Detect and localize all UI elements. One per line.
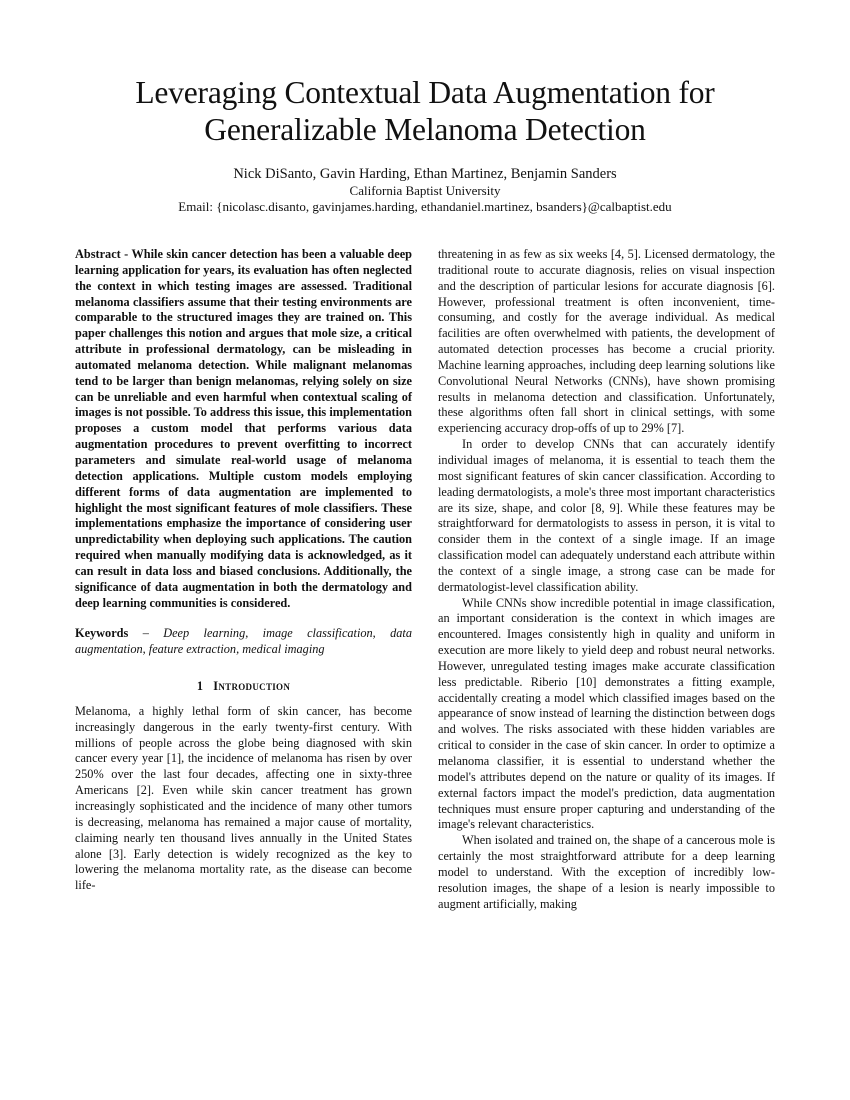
intro-paragraph-4: When isolated and trained on, the shape of a cancerous mole is certainly the most straightforward attribute for a deep learning model to understand. With the exception of incredibly low-resolution images, the shape of a lesion is nearly impossible to augment artificially, making xyxy=(438,833,775,911)
author-list: Nick DiSanto, Gavin Harding, Ethan Martinez, Benjamin Sanders xyxy=(233,166,617,182)
intro-paragraph-1-left: Melanoma, a highly lethal form of skin cancer, has become increasingly dangerous in the early twenty-first century. With millions of people across the globe being diagnosed with skin cancer every year [1], the incidence of melanoma has risen by over 250% over the last four decades, affecting one in sixty-three Americans [2]. Even while skin cancer treatment has grown increasingly sophisticated and the incidence of many other tumors is decreasing, melanoma has remained a major cause of mortality, claiming nearly ten thousand lives annually in the United States alone [3]. Early detection is widely recognized as the key to lowering the melanoma mortality rate, as the disease can become life- xyxy=(75,703,412,893)
keywords: Keywords – Deep learning, image classification, data augmentation, feature extraction, medical imaging xyxy=(75,626,412,657)
keywords-label: Keywords xyxy=(75,626,129,641)
abstract xyxy=(75,247,412,611)
paper-title xyxy=(60,74,790,148)
abstract-text: While skin cancer detection has been a valuable deep learning application for years, its evaluation has often neglected the context in which testing images are assessed. Traditional melanoma classifiers assume that their testing environments are comparable to the structured images they are trained on. This paper challenges this notion and argues that mole size, a critical attribute in professional dermatology, can be misleading in automated melanoma detection. While malignant melanomas tend to be larger than benign melanomas, relying solely on size can be unreliable and even harmful when contextual scaling of images is not possible. To address this issue, this implementation proposes a custom model that performs various data augmentation procedures to prevent overfitting to incorrect parameters and simulate real-world usage of melanoma detection applications. Multiple custom models employing different forms of data augmentation are implemented to highlight the most significant features of mole classifiers. These implementations emphasize the importance of considering user unpredictability when deploying such applications. The caution required when manually modifying data is acknowledged, as it can result in data loss and biased conclusions. Additionally, the significance of data augmentation in both the dermatology and deep learning communities is considered. xyxy=(75,247,413,610)
section-title: Introduction xyxy=(213,679,291,694)
section-heading-introduction xyxy=(75,679,412,695)
intro-paragraph-2: In order to develop CNNs that can accurately identify individual images of melanoma, it is essential to teach them the most significant features of skin cancer classification. According to leading dermatologists, a mole's three most important characteristics are its size, shape, and color [8, 9]. While these features may be straightforward for dermatologists to assess in person, it is vital to consider them in the context of a single image. If an image classification model can adequately understand each attribute within the context of a single image, a strong case can be made for dermatologist-level classification ability. xyxy=(438,437,775,594)
title-line-2: Generalizable Melanoma Detection xyxy=(204,112,646,147)
affiliation: California Baptist University xyxy=(349,183,501,198)
section-number: 1 xyxy=(196,679,204,694)
keywords-text: Deep learning, image classification, data augmentation, feature extraction, medical imaging xyxy=(75,626,412,657)
right-column xyxy=(438,247,775,912)
title-line-1: Leveraging Contextual Data Augmentation for xyxy=(135,75,715,110)
intro-paragraph-3: While CNNs show incredible potential in image classification, an important consideration is the context in which images are encountered. Images consistently high in quality and uniform in execution are more likely to yield deep and robust neural networks. However, unregulated testing images make accurate classification less predictable. Riberio [10] demonstrates a fitting example, accidentally creating a model which classified images based on the appearance of snow instead of learning the distinction between dogs and wolves. The risks associated with these hidden variables are critical to consider in the case of skin cancer. In order to optimize a melanoma classifier, it is essential to understand whether the model's attributes depend on the nature or quality of its images. If external factors impact the model's prediction, data augmentation techniques must ensure proper capturing and understanding of the image's relevant characteristics. xyxy=(438,595,775,832)
intro-paragraph-1-right: threatening in as few as six weeks [4, 5]. Licensed dermatology, the traditional route to accurate diagnosis, relies on visual inspection and the description of particular lesions for accurate diagnosis [6]. However, professional treatment is often inconvenient, time-consuming, and costly for the average individual. As medical facilities are often overwhelmed with patients, the development of automated detection processes has become a crucial priority. Machine learning approaches, including deep learning solutions like Convolutional Neural Networks (CNNs), have shown promising results in melanoma detection and classification. Unfortunately, these algorithms often fall short in clinical settings, with some experiencing accuracy drop-offs of up to 29% [7]. xyxy=(438,247,775,436)
abstract-label: Abstract - xyxy=(75,247,129,261)
author-emails: Email: {nicolasc.disanto, gavinjames.harding, ethandaniel.martinez, bsanders}@calbaptist.edu xyxy=(178,199,672,214)
left-column xyxy=(75,247,412,894)
